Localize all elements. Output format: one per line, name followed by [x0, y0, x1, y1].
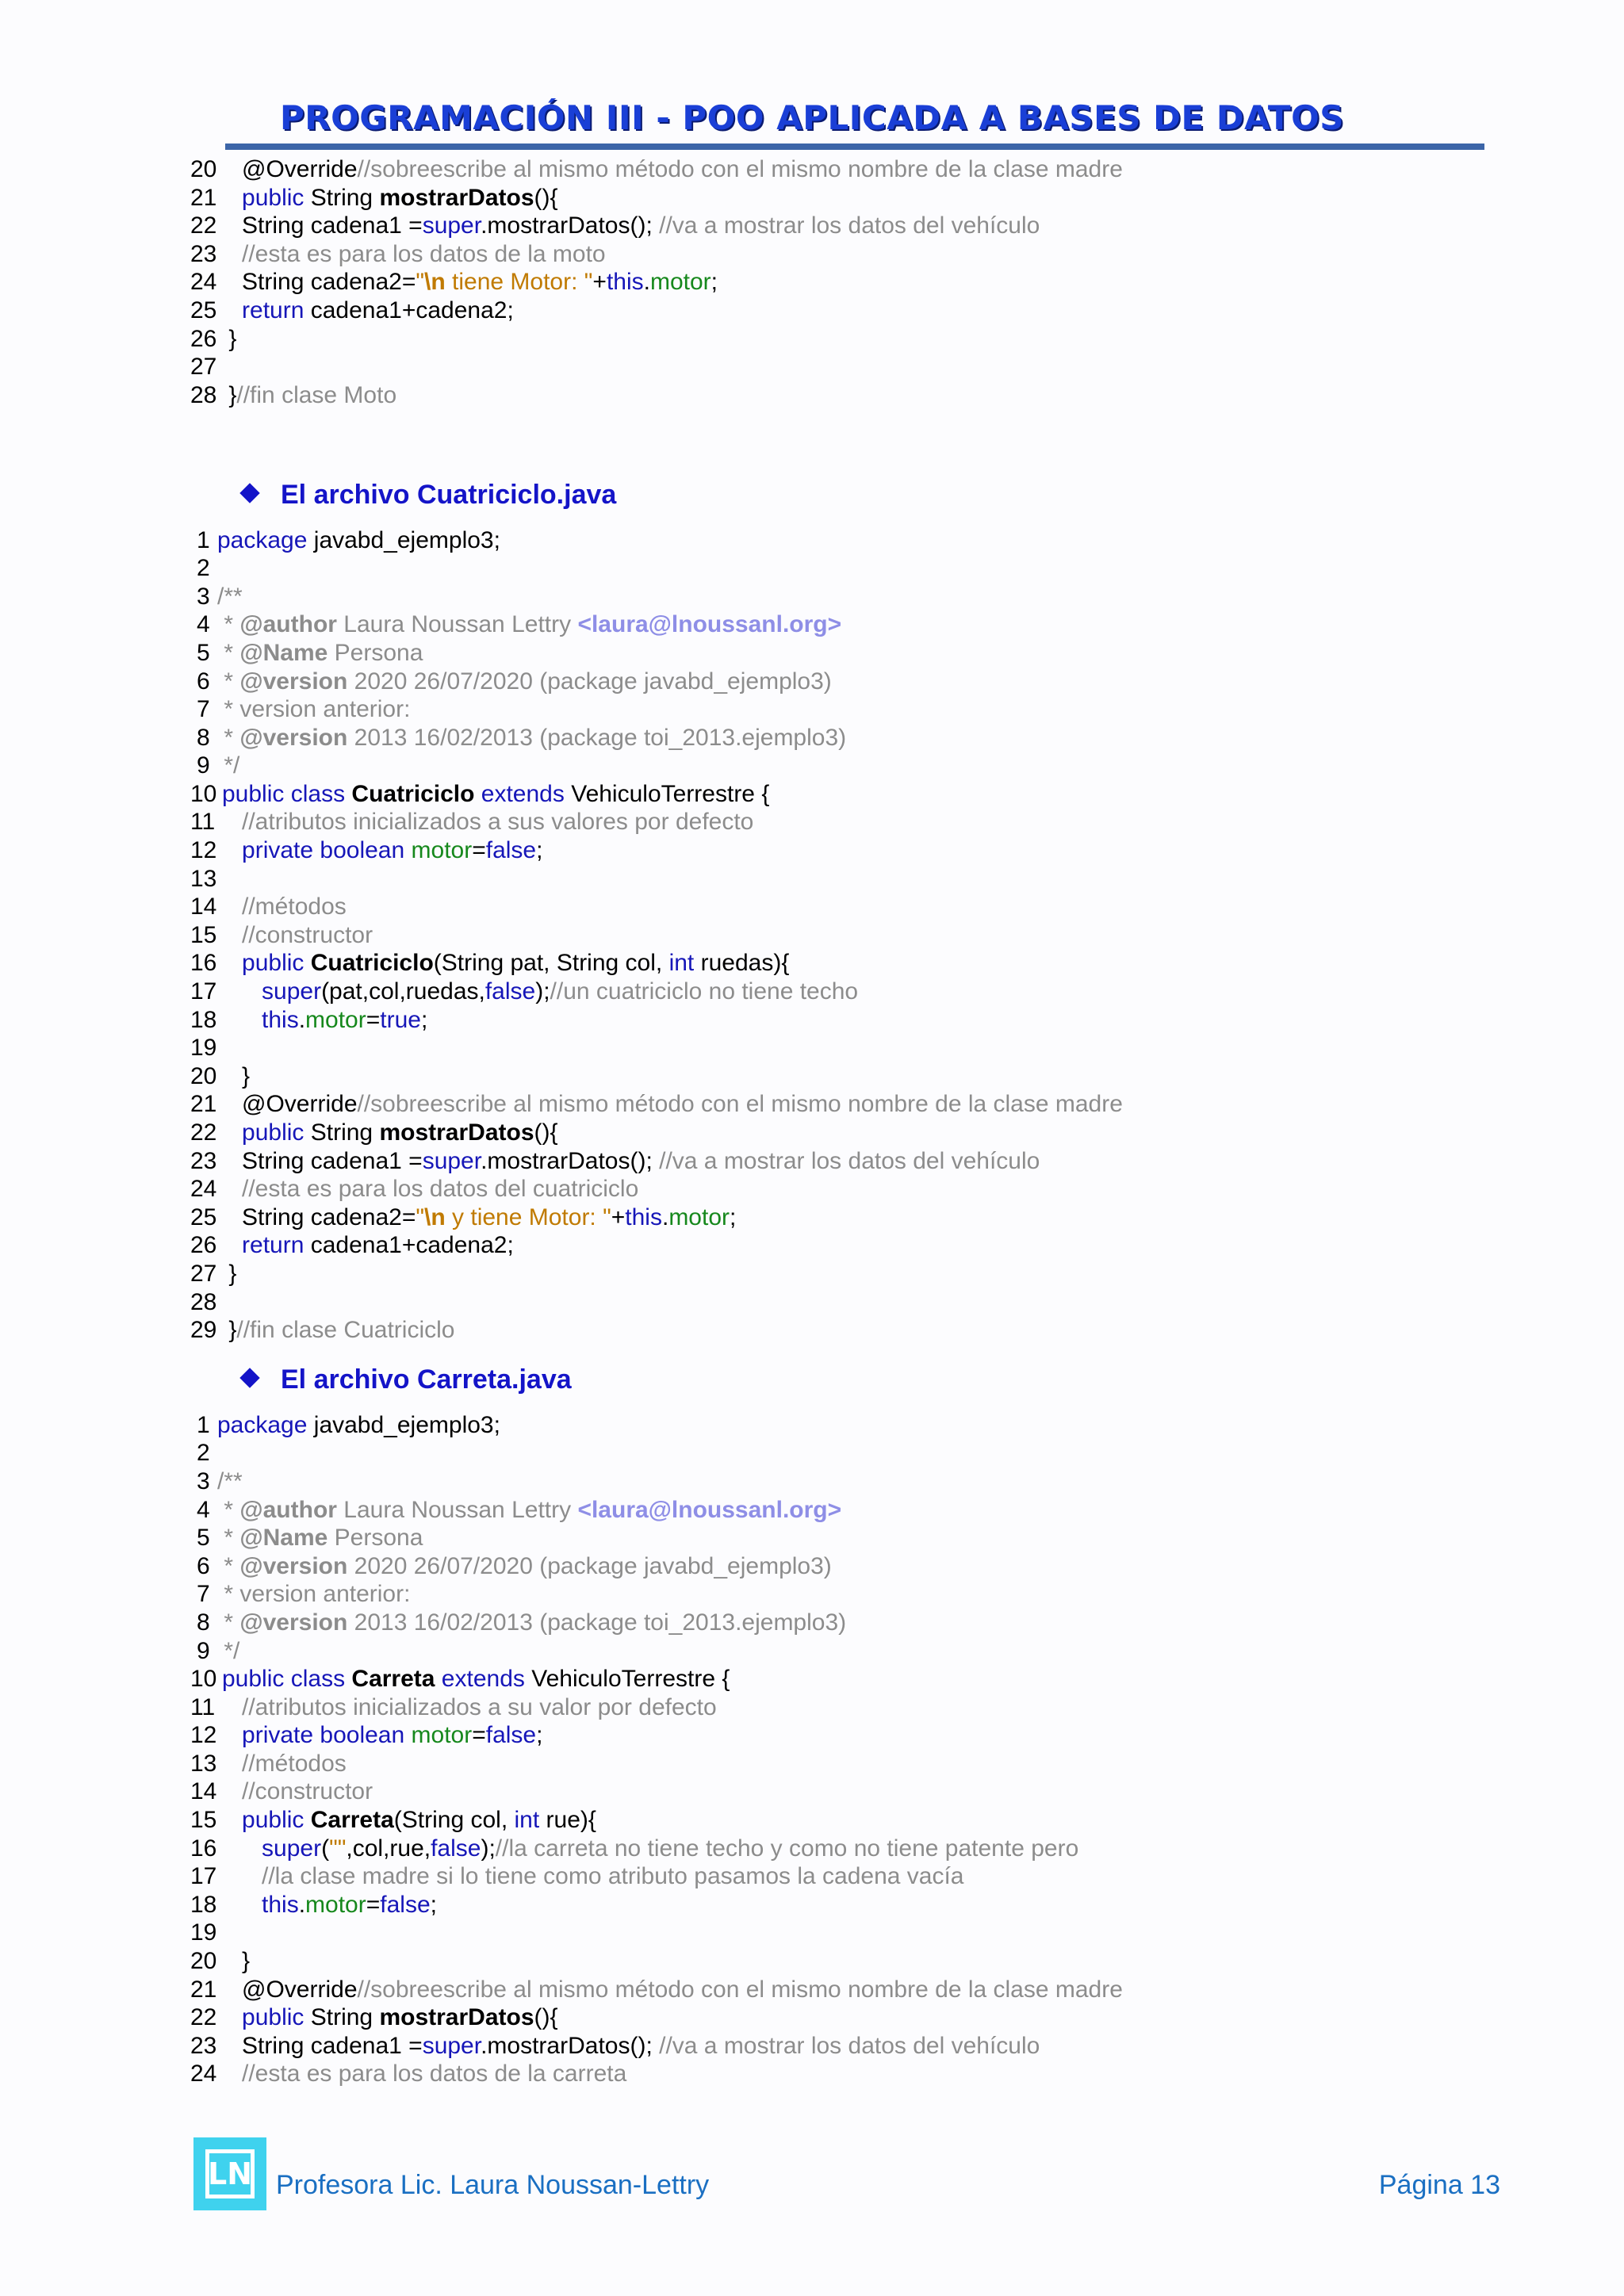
code-line: 8 * @version 2013 16/02/2013 (package toi_2013.ejemplo3)	[197, 1609, 847, 1636]
code-line: 17 super(pat,col,ruedas,false);//un cuatriciclo no tiene techo	[190, 978, 859, 1005]
code-line: 10 public class Cuatriciclo extends VehiculoTerrestre {	[190, 780, 770, 807]
code-line: 22 String cadena1 =super.mostrarDatos(); //va a mostrar los datos del vehículo	[190, 212, 1040, 239]
code-document	[190, 155, 1123, 2088]
code-line: 17 //la clase madre si lo tiene como atributo pasamos la cadena vacía	[190, 1863, 964, 1890]
code-line: 15 public Carreta(String col, int rue){	[190, 1807, 596, 1834]
diamond-bullet-icon	[239, 1368, 259, 1387]
code-line: 20 @Override//sobreescribe al mismo método con el mismo nombre de la clase madre	[190, 156, 1123, 182]
code-line: 1 package javabd_ejemplo3;	[197, 1411, 500, 1438]
code-line: 9 */	[197, 1637, 240, 1664]
code-line: 7 * version anterior:	[197, 1581, 411, 1608]
code-line: 5 * @Name Persona	[197, 639, 423, 666]
code-line: 16 public Cuatriciclo(String pat, String col, int ruedas){	[190, 950, 790, 977]
code-line: 4 * @author Laura Noussan Lettry <laura@lnoussanl.org>	[197, 1496, 842, 1523]
code-line: 14 //constructor	[190, 1778, 373, 1805]
code-line: 16 super("",col,rue,false);//la carreta no tiene techo y como no tiene patente pero	[190, 1835, 1079, 1862]
code-block-moto	[190, 155, 1123, 409]
code-line: 21 public String mostrarDatos(){	[190, 184, 558, 211]
code-line: 20 }	[190, 1062, 251, 1089]
code-line: 23 String cadena1 =super.mostrarDatos(); //va a mostrar los datos del vehículo	[190, 2032, 1040, 2059]
code-line: 27	[190, 354, 217, 381]
code-line: 7 * version anterior:	[197, 696, 411, 723]
code-line: 14 //métodos	[190, 894, 347, 920]
code-block-cuatriciclo-body	[190, 780, 1123, 1345]
author-logo-icon	[193, 2137, 266, 2210]
diamond-bullet-icon	[239, 483, 259, 503]
code-line: 13	[190, 865, 217, 892]
code-line: 10 public class Carreta extends VehiculoTerrestre {	[190, 1666, 730, 1693]
section-heading-carreta: El archivo Carreta.java	[190, 1348, 1123, 1411]
code-line: 20 }	[190, 1948, 251, 1975]
code-line: 22 public String mostrarDatos(){	[190, 1119, 558, 1146]
code-line: 24 String cadena2="\n tiene Motor: "+this.motor;	[190, 269, 718, 296]
code-line: 24 //esta es para los datos del cuatriciclo	[190, 1176, 639, 1203]
code-line: 11 //atributos inicializados a su valor por defecto	[190, 1693, 717, 1720]
code-line: 8 * @version 2013 16/02/2013 (package toi_2013.ejemplo3)	[197, 724, 847, 751]
code-line: 26 return cadena1+cadena2;	[190, 1232, 514, 1259]
code-line: 9 */	[197, 752, 240, 779]
code-line: 23 String cadena1 =super.mostrarDatos(); //va a mostrar los datos del vehículo	[190, 1147, 1040, 1174]
footer-author: Profesora Lic. Laura Noussan-Lettry	[276, 2170, 710, 2200]
code-line: 13 //métodos	[190, 1750, 347, 1777]
code-block-carreta	[190, 1411, 1123, 1665]
code-line: 25 String cadena2="\n y tiene Motor: "+this.motor;	[190, 1203, 737, 1230]
code-line: 12 private boolean motor=false;	[190, 1722, 543, 1749]
code-line: 18 this.motor=false;	[190, 1891, 437, 1918]
code-line: 24 //esta es para los datos de la carreta	[190, 2061, 627, 2087]
code-line: 29 }//fin clase Cuatriciclo	[190, 1317, 455, 1344]
code-line: 3 /**	[197, 1468, 243, 1494]
code-line: 22 public String mostrarDatos(){	[190, 2004, 558, 2031]
code-line: 18 this.motor=true;	[190, 1006, 428, 1033]
code-line: 15 //constructor	[190, 921, 373, 948]
code-line: 1 package javabd_ejemplo3;	[197, 526, 500, 553]
code-line: 23 //esta es para los datos de la moto	[190, 240, 606, 267]
code-line: 28	[190, 1288, 217, 1315]
code-line: 12 private boolean motor=false;	[190, 837, 543, 864]
code-line: 19	[190, 1919, 217, 1946]
code-block-cuatriciclo	[190, 526, 1123, 780]
header-rule	[225, 144, 1484, 150]
code-line: 2	[197, 555, 210, 582]
code-line: 2	[197, 1440, 210, 1467]
code-line: 6 * @version 2020 26/07/2020 (package javabd_ejemplo3)	[197, 1552, 832, 1579]
section-heading-cuatriciclo: El archivo Cuatriciclo.java	[190, 463, 1123, 526]
code-block-carreta-body	[190, 1665, 1123, 2088]
page-header-title: PROGRAMACIÓN III - POO APLICADA A BASES DE DATOS	[279, 98, 1345, 137]
code-line: 11 //atributos inicializados a sus valores por defecto	[190, 809, 754, 836]
code-line: 21 @Override//sobreescribe al mismo método con el mismo nombre de la clase madre	[190, 1091, 1123, 1118]
code-line: 27 }	[190, 1260, 237, 1287]
code-line: 28 }//fin clase Moto	[190, 381, 397, 408]
footer-page-number: Página 13	[1378, 2170, 1500, 2200]
code-line: 3 /**	[197, 583, 243, 610]
code-line: 5 * @Name Persona	[197, 1525, 423, 1552]
code-line: 26 }	[190, 325, 237, 352]
code-line: 6 * @version 2020 26/07/2020 (package javabd_ejemplo3)	[197, 668, 832, 695]
code-line: 4 * @author Laura Noussan Lettry <laura@lnoussanl.org>	[197, 611, 842, 638]
code-line: 19	[190, 1035, 217, 1062]
logo-monogram: LN	[205, 2149, 255, 2198]
code-line: 25 return cadena1+cadena2;	[190, 297, 514, 323]
code-line: 21 @Override//sobreescribe al mismo método con el mismo nombre de la clase madre	[190, 1976, 1123, 2003]
